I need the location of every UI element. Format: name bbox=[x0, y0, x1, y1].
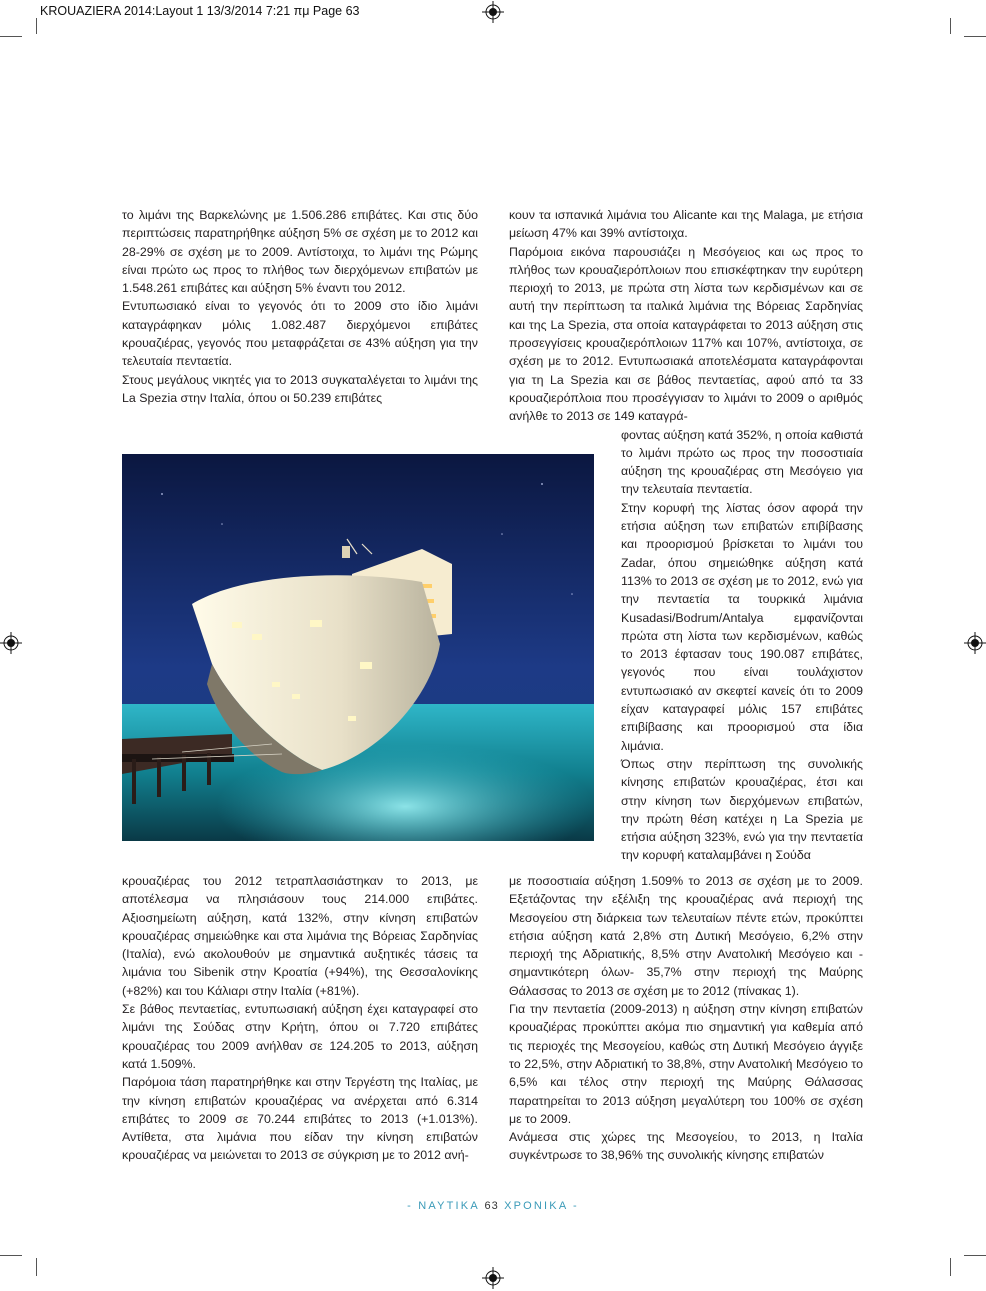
crop-mark-top-left bbox=[0, 36, 22, 37]
print-slug: KROUAZIERA 2014:Layout 1 13/3/2014 7:21 πμ Page 63 bbox=[40, 4, 360, 18]
paragraph: φοντας αύξηση κατά 352%, η οποία καθιστά το λιμάνι πρώτο ως προς την ποσοστιαία αύξηση της κρουαζιέρας στη Μεσόγειο για την τελευταία πενταετία. bbox=[621, 427, 863, 497]
registration-mark-icon bbox=[964, 632, 986, 654]
crop-mark-bottom-left-v bbox=[36, 1258, 37, 1276]
paragraph: Όπως στην περίπτωση της συνολικής κίνησης επιβατών κρουαζιέρας, έτσι και στην κίνηση των διερχόμενων επιβατών, την πρώτη θέση κατέχει η La Spezia με ετήσια αύξηση 323%, ενώ για την πενταετία την κορυφή καταλαμβάνει η Σούδα bbox=[621, 756, 863, 863]
crop-mark-top-left-v bbox=[36, 18, 37, 34]
paragraph: Σε βάθος πενταετίας, εντυπωσιακή αύξηση έχει καταγραφεί στο λιμάνι της Σούδας στην Κρήτη, όπου οι 7.720 επιβάτες κρουαζιέρας του 2009 ανήλθαν σε 124.205 το 2013, αύξηση κατά 1.509%. bbox=[122, 1002, 478, 1071]
paragraph: Στους μεγάλους νικητές για το 2013 συγκαταλέγεται το λιμάνι της La Spezia στην Ιταλία, όπου οι 50.239 επιβάτες bbox=[122, 372, 478, 405]
paragraph: κρουαζιέρας του 2012 τετραπλασιάστηκαν το 2013, με αποτέλεσμα να πλησιάσουν τους 214.000 επιβάτες. Αξιοσημείωτη αύξηση, κατά 132%, στην κίνηση επιβατών κρουαζιέρας σημειώθηκε και στα λιμάνια της Βόρειας Σαρδηνίας (Ιταλία), ενώ ακολουθούν με σημαντικά αυξητικές τάσεις τα λιμάνια του Sibenik στην Κροατία (+94%), της Θεσσαλονίκης (+82%) και του Κάλιαρι στην Ιταλία (+81%). bbox=[122, 874, 478, 998]
page-number: 63 bbox=[484, 1200, 499, 1212]
footer-right: ΧΡΟΝΙΚΑ - bbox=[504, 1200, 579, 1212]
registration-mark-icon bbox=[482, 1, 504, 23]
paragraph: Ανάμεσα στις χώρες της Μεσογείου, το 2013, η Ιταλία συγκέντρωσε το 38,96% της συνολικής κίνησης επιβατών bbox=[509, 1130, 863, 1163]
crop-mark-bottom-right bbox=[964, 1255, 986, 1256]
right-column-bottom bbox=[509, 872, 863, 1165]
paragraph: Για την πενταετία (2009-2013) η αύξηση στην κίνηση επιβατών κρουαζιέρας προκύπτει ακόμα πιο σημαντική για καθεμία από τις περιοχές της Μεσογείου, καθώς στη Δυτική Μεσόγειο άγγιξε το 22,5%, στην Αδριατική το 38,8%, στην Ανατολική Μεσόγειο το 6,5% και τέλος στην περιοχή της Μαύρης Θάλασσας παρατηρείται το 2013 αύξηση μεγαλύτερη του 100% σε σχέση με το 2009. bbox=[509, 1002, 863, 1126]
paragraph: Παρόμοια εικόνα παρουσιάζει η Μεσόγειος και ως προς το πλήθος των κρουαζιερόπλοιων που επισκέφτηκαν την ευρύτερη περιοχή το 2013, με πρώτα στη λίστα των κερδισμένων και σε αυτή την περίπτωση τα ιταλικά λιμάνια της Βόρειας Σαρδηνίας και της La Spezia, στα οποία καταγράφεται το 2013 αύξηση στις προσεγγίσεις κρουαζιερόπλοιων 117% και 107%, αντίστοιχα, σε σχέση με το 2012. Εντυπωσιακά αποτελέσματα καταγράφονται για τη La Spezia και σε βάθος πενταετίας, αφού από τα 33 κρουαζιερόπλοια που προσέγγισαν το λιμάνι το 2009 ο αριθμός ανήλθε το 2013 σε 149 καταγρά- bbox=[509, 244, 863, 424]
crop-mark-top-right bbox=[964, 36, 986, 37]
crop-mark-bottom-left bbox=[0, 1255, 22, 1256]
crop-mark-bottom-right-v bbox=[950, 1258, 951, 1276]
registration-mark-icon bbox=[0, 632, 22, 654]
right-column-top bbox=[509, 206, 863, 865]
paragraph: με ποσοστιαία αύξηση 1.509% το 2013 σε σχέση με το 2009. Εξετάζοντας την εξέλιξη της κρουαζιέρας ανά περιοχή της Μεσογείου στη διάρκεια των τελευταίων πέντε ετών, προκύπτει ετήσια αύξηση κατά 2,8% στη Δυτική Μεσόγειο, 6,2% στην περιοχή της Αδριατικής, 8,5% στην Ανατολική Μεσόγειο και - σημαντικότερη όλων- 35,7% στην περιοχή της Μαύρης Θάλασσας το 2013 σε σχέση με το 2012 (πίνακας 1). bbox=[509, 874, 863, 998]
left-column-bottom bbox=[122, 872, 478, 1165]
paragraph: Εντυπωσιακό είναι το γεγονός ότι το 2009 στο ίδιο λιμάνι καταγράφηκαν μόλις 1.082.487 διερχόμενοι επιβάτες κρουαζιέρας, γεγονός που μεταφράζεται σε 43% αύξηση για την τελευταία πενταετία. bbox=[122, 299, 478, 369]
paragraph: Παρόμοια τάση παρατηρήθηκε και στην Τεργέστη της Ιταλίας, με την κίνηση επιβατών κρουαζιέρας να ανέρχεται από 6.314 επιβάτες το 2009 σε 70.244 επιβάτες το 2013 (+1.013%). Αντίθετα, στα λιμάνια που είδαν την κίνηση επιβατών κρουαζιέρας να μειώνεται το 2013 σε σύγκριση με το 2012 ανή- bbox=[122, 1075, 478, 1163]
paragraph: κουν τα ισπανικά λιμάνια του Alicante και της Malaga, με ετήσια μείωση 47% και 39% αντίστοιχα. bbox=[509, 208, 863, 241]
page-footer bbox=[0, 1200, 986, 1212]
paragraph: το λιμάνι της Βαρκελώνης με 1.506.286 επιβάτες. Και στις δύο περιπτώσεις παρατηρήθηκε αύξηση 5% σε σχέση με το 2012 και 28-29% σε σχέση με το 2009. Αντίστοιχα, το λιμάνι της Ρώμης είναι πρώτο ως προς το πλήθος των διερχόμενων επιβατών με 1.548.261 επιβάτες και αύξηση 5% έναντι του 2012. bbox=[122, 208, 478, 296]
footer-left: - ΝΑΥΤΙΚΑ bbox=[407, 1200, 480, 1212]
paragraph: Στην κορυφή της λίστας όσον αφορά την ετήσια αύξηση των επιβατών επιβίβασης και προορισμού βρίσκεται το λιμάνι του Zadar, όπου σημειώθηκε αύξηση κατά 113% το 2013 σε σχέση με το 2012, ενώ για την πενταετία τα τουρκικά λιμάνια Kusadasi/Bodrum/Antalya εμφανίζονται πρώτα στη λίστα των κερδισμένων, καθώς το 2013 έφτασαν τους 190.087 επιβάτες, γεγονός που είναι τουλάχιστον εντυπωσιακό αν σκεφτεί κανείς ότι το 2009 είχαν καταγραφεί μόλις 157 επιβάτες επιβίβασης και προορισμού στα ίδια λιμάνια. bbox=[621, 500, 863, 753]
left-column-top bbox=[122, 206, 478, 407]
right-column-inset bbox=[509, 426, 863, 865]
registration-mark-icon bbox=[482, 1267, 504, 1289]
crop-mark-top-right-v bbox=[950, 18, 951, 34]
